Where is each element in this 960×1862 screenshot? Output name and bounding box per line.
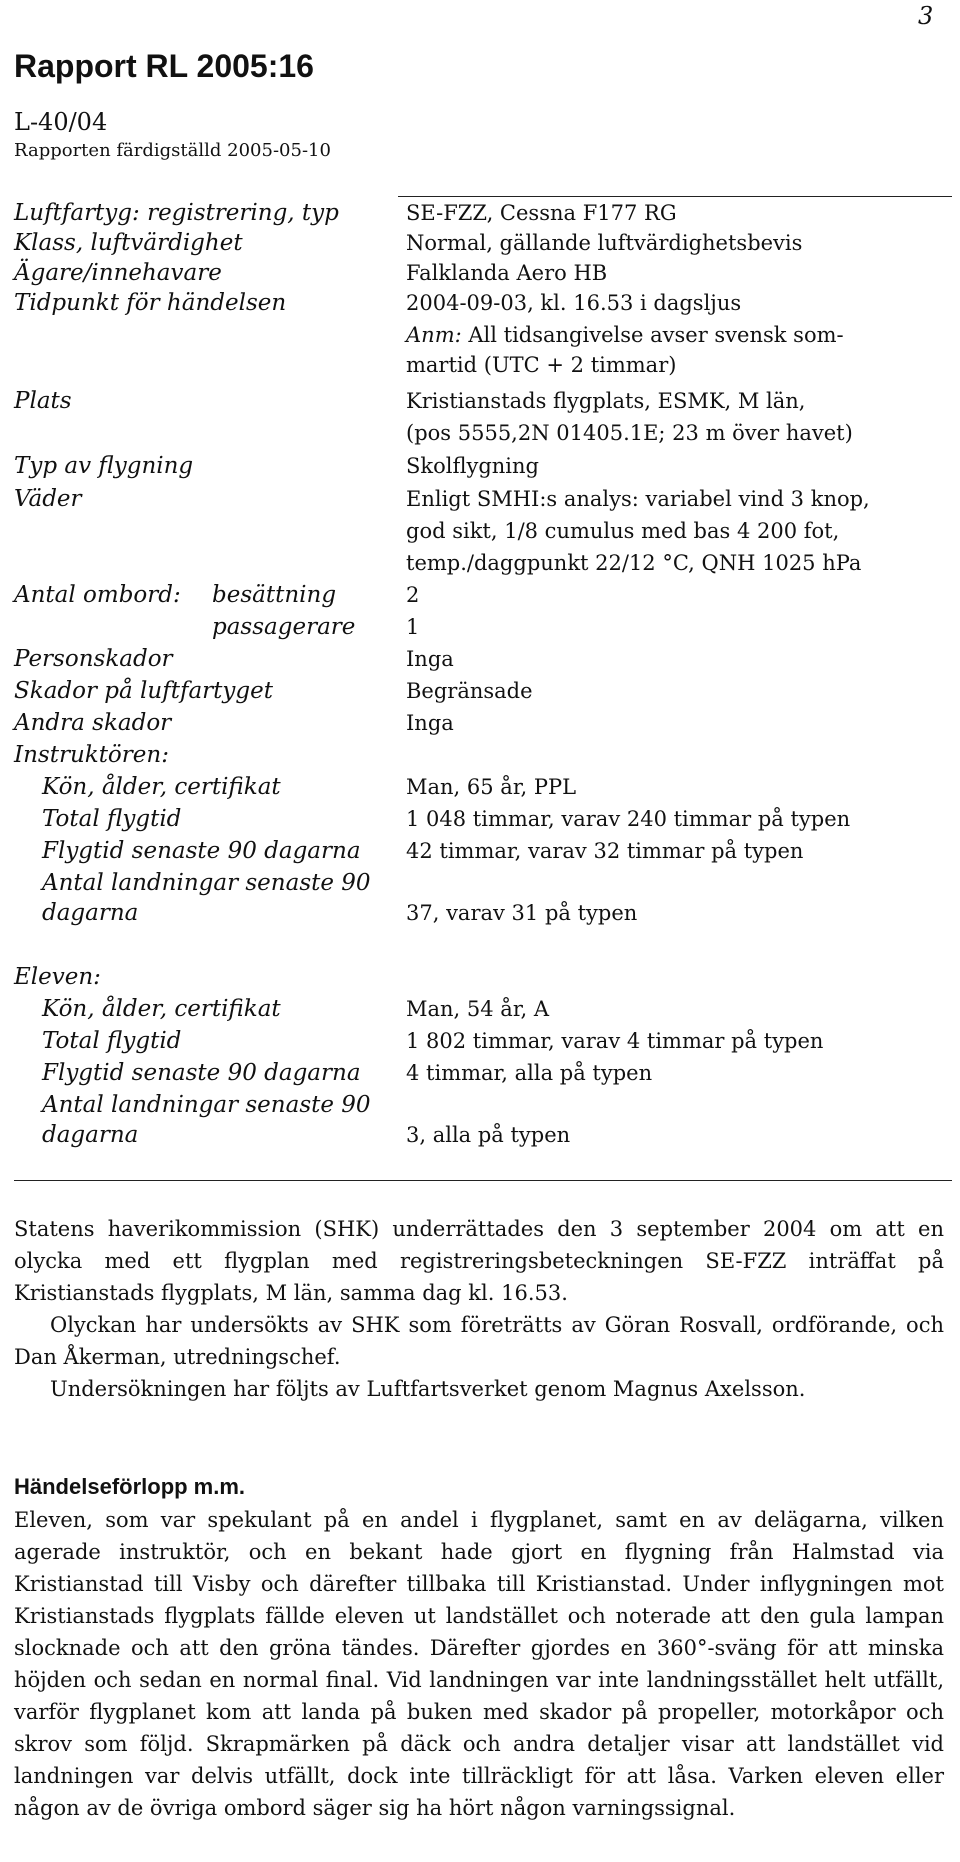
instructor-total-label: Total flygtid	[42, 806, 182, 832]
place-line2: (pos 5555,2N 01405.1E; 23 m över havet)	[406, 421, 853, 445]
place-line1: Kristianstads flygplats, ESMK, M län,	[406, 389, 806, 413]
crew-label: besättning	[212, 582, 337, 608]
aircraft-label: Luftfartyg: registrering, typ	[14, 200, 339, 226]
student-total-value: 1 802 timmar, varav 4 timmar på typen	[406, 1029, 824, 1053]
intro-paragraph-3: Undersökningen har följts av Luftfartsverket genom Magnus Axelsson.	[50, 1377, 806, 1401]
report-reference: L-40/04	[14, 108, 108, 136]
student-heading: Eleven:	[14, 964, 101, 990]
injuries-value: Inga	[406, 647, 454, 671]
report-title: Rapport RL 2005:16	[14, 48, 314, 84]
owner-label: Ägare/innehavare	[14, 260, 222, 286]
place-label: Plats	[14, 388, 72, 414]
top-rule	[398, 196, 952, 197]
instructor-recent-label: Flygtid senaste 90 dagarna	[42, 838, 361, 864]
report-completed-date: Rapporten färdigställd 2005-05-10	[14, 140, 331, 161]
damage-label: Skador på luftfartyget	[14, 678, 273, 704]
time-note-line2: martid (UTC + 2 timmar)	[406, 353, 677, 377]
events-body: Eleven, som var spekulant på en andel i flygplanet, samt en av delägarna, vilken agerade instruktör, och en bekant hade gjort en flygning från Halmstad via Kristianstad till Visby och därefter tillbaka till Kristianstad. Under inflygningen mot Kristianstads flygplats fällde eleven ut landstället och noterade att den gula lampan slocknade och att den gröna tändes. Därefter gjordes en 360°-sväng för att minska höjden och sedan en normal final. Vid landningen var inte landningsstället helt utfällt, varför flygplanet kom att landa på buken med skador på propeller, motorkåpor och skrov som följd. Skrapmärken på däck och andra detaljer visar att landstället vid landningen var delvis utfällt, dock inte tillräckligt för att låsa. Varken eleven eller någon av de övriga ombord säger sig ha hört någon varningssignal.	[14, 1508, 944, 1820]
intro-paragraph-2: Olyckan har undersökts av SHK som företrätts av Göran Rosvall, ordförande, och Dan Åkerman, utredningschef.	[14, 1313, 944, 1369]
events-heading: Händelseförlopp m.m.	[14, 1474, 246, 1499]
onboard-label: Antal ombord:	[14, 582, 181, 608]
instructor-landings-value: 37, varav 31 på typen	[406, 901, 638, 925]
instructor-cert-label: Kön, ålder, certifikat	[42, 774, 281, 800]
time-note-line1: All tidsangivelse avser svensk som-	[461, 323, 844, 347]
student-landings-value: 3, alla på typen	[406, 1123, 571, 1147]
weather-line1: Enligt SMHI:s analys: variabel vind 3 knop,	[406, 487, 870, 511]
instructor-landings-label-1: Antal landningar senaste 90	[42, 870, 371, 896]
crew-value: 2	[406, 583, 420, 607]
student-recent-value: 4 timmar, alla på typen	[406, 1061, 653, 1085]
damage-value: Begränsade	[406, 679, 533, 703]
time-value: 2004-09-03, kl. 16.53 i dagsljus	[406, 291, 742, 315]
weather-line3: temp./daggpunkt 22/12 °C, QNH 1025 hPa	[406, 551, 862, 575]
page-number: 3	[918, 2, 934, 30]
flight-type-value: Skolflygning	[406, 454, 539, 478]
instructor-heading: Instruktören:	[14, 742, 169, 768]
aircraft-value: SE-FZZ, Cessna F177 RG	[406, 201, 677, 225]
owner-value: Falklanda Aero HB	[406, 261, 608, 285]
student-recent-label: Flygtid senaste 90 dagarna	[42, 1060, 361, 1086]
class-value: Normal, gällande luftvärdighetsbevis	[406, 231, 803, 255]
class-label: Klass, luftvärdighet	[14, 230, 243, 256]
instructor-cert-value: Man, 65 år, PPL	[406, 775, 577, 799]
other-damage-value: Inga	[406, 711, 454, 735]
student-total-label: Total flygtid	[42, 1028, 182, 1054]
student-landings-label-1: Antal landningar senaste 90	[42, 1092, 371, 1118]
weather-label: Väder	[14, 486, 82, 512]
passengers-label: passagerare	[212, 614, 356, 640]
weather-line2: god sikt, 1/8 cumulus med bas 4 200 fot,	[406, 519, 840, 543]
bottom-rule	[14, 1180, 952, 1181]
student-cert-label: Kön, ålder, certifikat	[42, 996, 281, 1022]
student-landings-label-2: dagarna	[42, 1122, 139, 1148]
time-label: Tidpunkt för händelsen	[14, 290, 287, 316]
flight-type-label: Typ av flygning	[14, 453, 194, 479]
instructor-landings-label-2: dagarna	[42, 900, 139, 926]
intro-paragraph-1: Statens haverikommission (SHK) underrättades den 3 september 2004 om att en olycka med ett flygplan med registreringsbeteckningen SE-FZZ inträffat på Kristianstads flygplats, M län, samma dag kl. 16.53.	[14, 1217, 944, 1305]
other-damage-label: Andra skador	[14, 710, 172, 736]
instructor-total-value: 1 048 timmar, varav 240 timmar på typen	[406, 807, 851, 831]
time-note	[406, 320, 844, 350]
instructor-recent-value: 42 timmar, varav 32 timmar på typen	[406, 839, 804, 863]
time-note-prefix: Anm:	[406, 323, 462, 347]
student-cert-value: Man, 54 år, A	[406, 997, 550, 1021]
passengers-value: 1	[406, 615, 420, 639]
injuries-label: Personskador	[14, 646, 173, 672]
